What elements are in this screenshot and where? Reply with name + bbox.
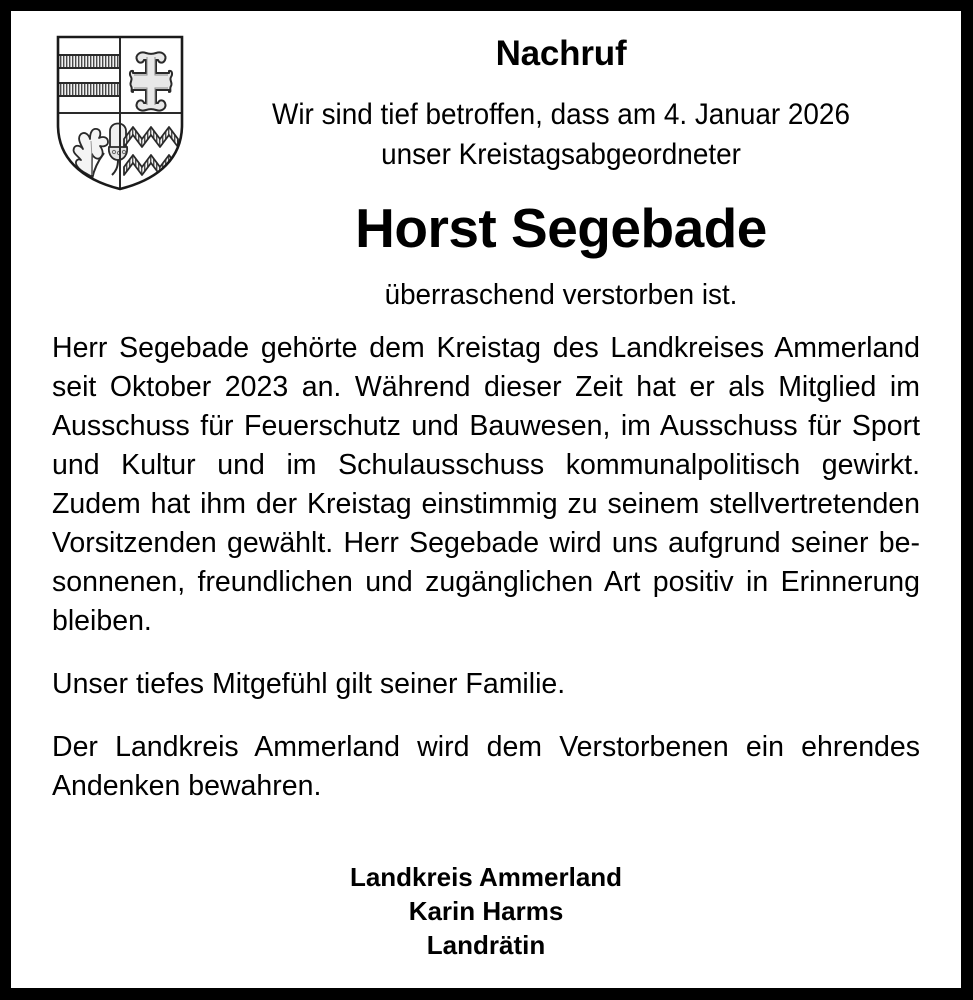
- signature-person: Karin Harms: [408, 896, 564, 926]
- header-text-block: [202, 11, 920, 313]
- body-paragraph: Der Landkreis Ammerland wird dem Verstorbenen ein ehrendes Andenken bewahren.: [52, 731, 920, 802]
- coat-of-arms-icon: [54, 33, 186, 193]
- intro-line-2: unser Kreistagsabgeordneter: [381, 138, 741, 171]
- signature-block: [52, 860, 920, 962]
- deceased-name: Horst Segebade: [355, 197, 767, 259]
- signature-role: Landrätin: [426, 930, 546, 960]
- signature-organisation: Landkreis Ammerland: [349, 862, 623, 892]
- body-paragraph: Unser tiefes Mitgefühl gilt seiner Familie.: [52, 668, 566, 700]
- intro-line-1: Wir sind tief betroffen, dass am 4. Januar 2026: [272, 98, 850, 131]
- notice-inner: [11, 11, 961, 988]
- page-title: Nachruf: [495, 34, 627, 73]
- closing-line: überraschend verstorben ist.: [384, 279, 738, 311]
- body-paragraph: Herr Segebade gehörte dem Kreistag des Landkreises Ammerland seit Oktober 2023 an. Während dieser Zeit hat er als Mitglied im Ausschuss für Feuerschutz und Bauwesen, im Ausschuss für Sport und Kultur und im Schulausschuss kommunalpolitisch gewirkt. Zudem hat ihm der Kreistag einstimmig zu seinem stellvertretenden Vorsitzenden gewählt. Herr Segebade wird uns aufgrund seiner besonnenen, freundlichen und zugänglichen Art positiv in Erinnerung bleiben.: [52, 332, 920, 637]
- notice-body: [52, 329, 920, 806]
- notice-header: [52, 11, 920, 311]
